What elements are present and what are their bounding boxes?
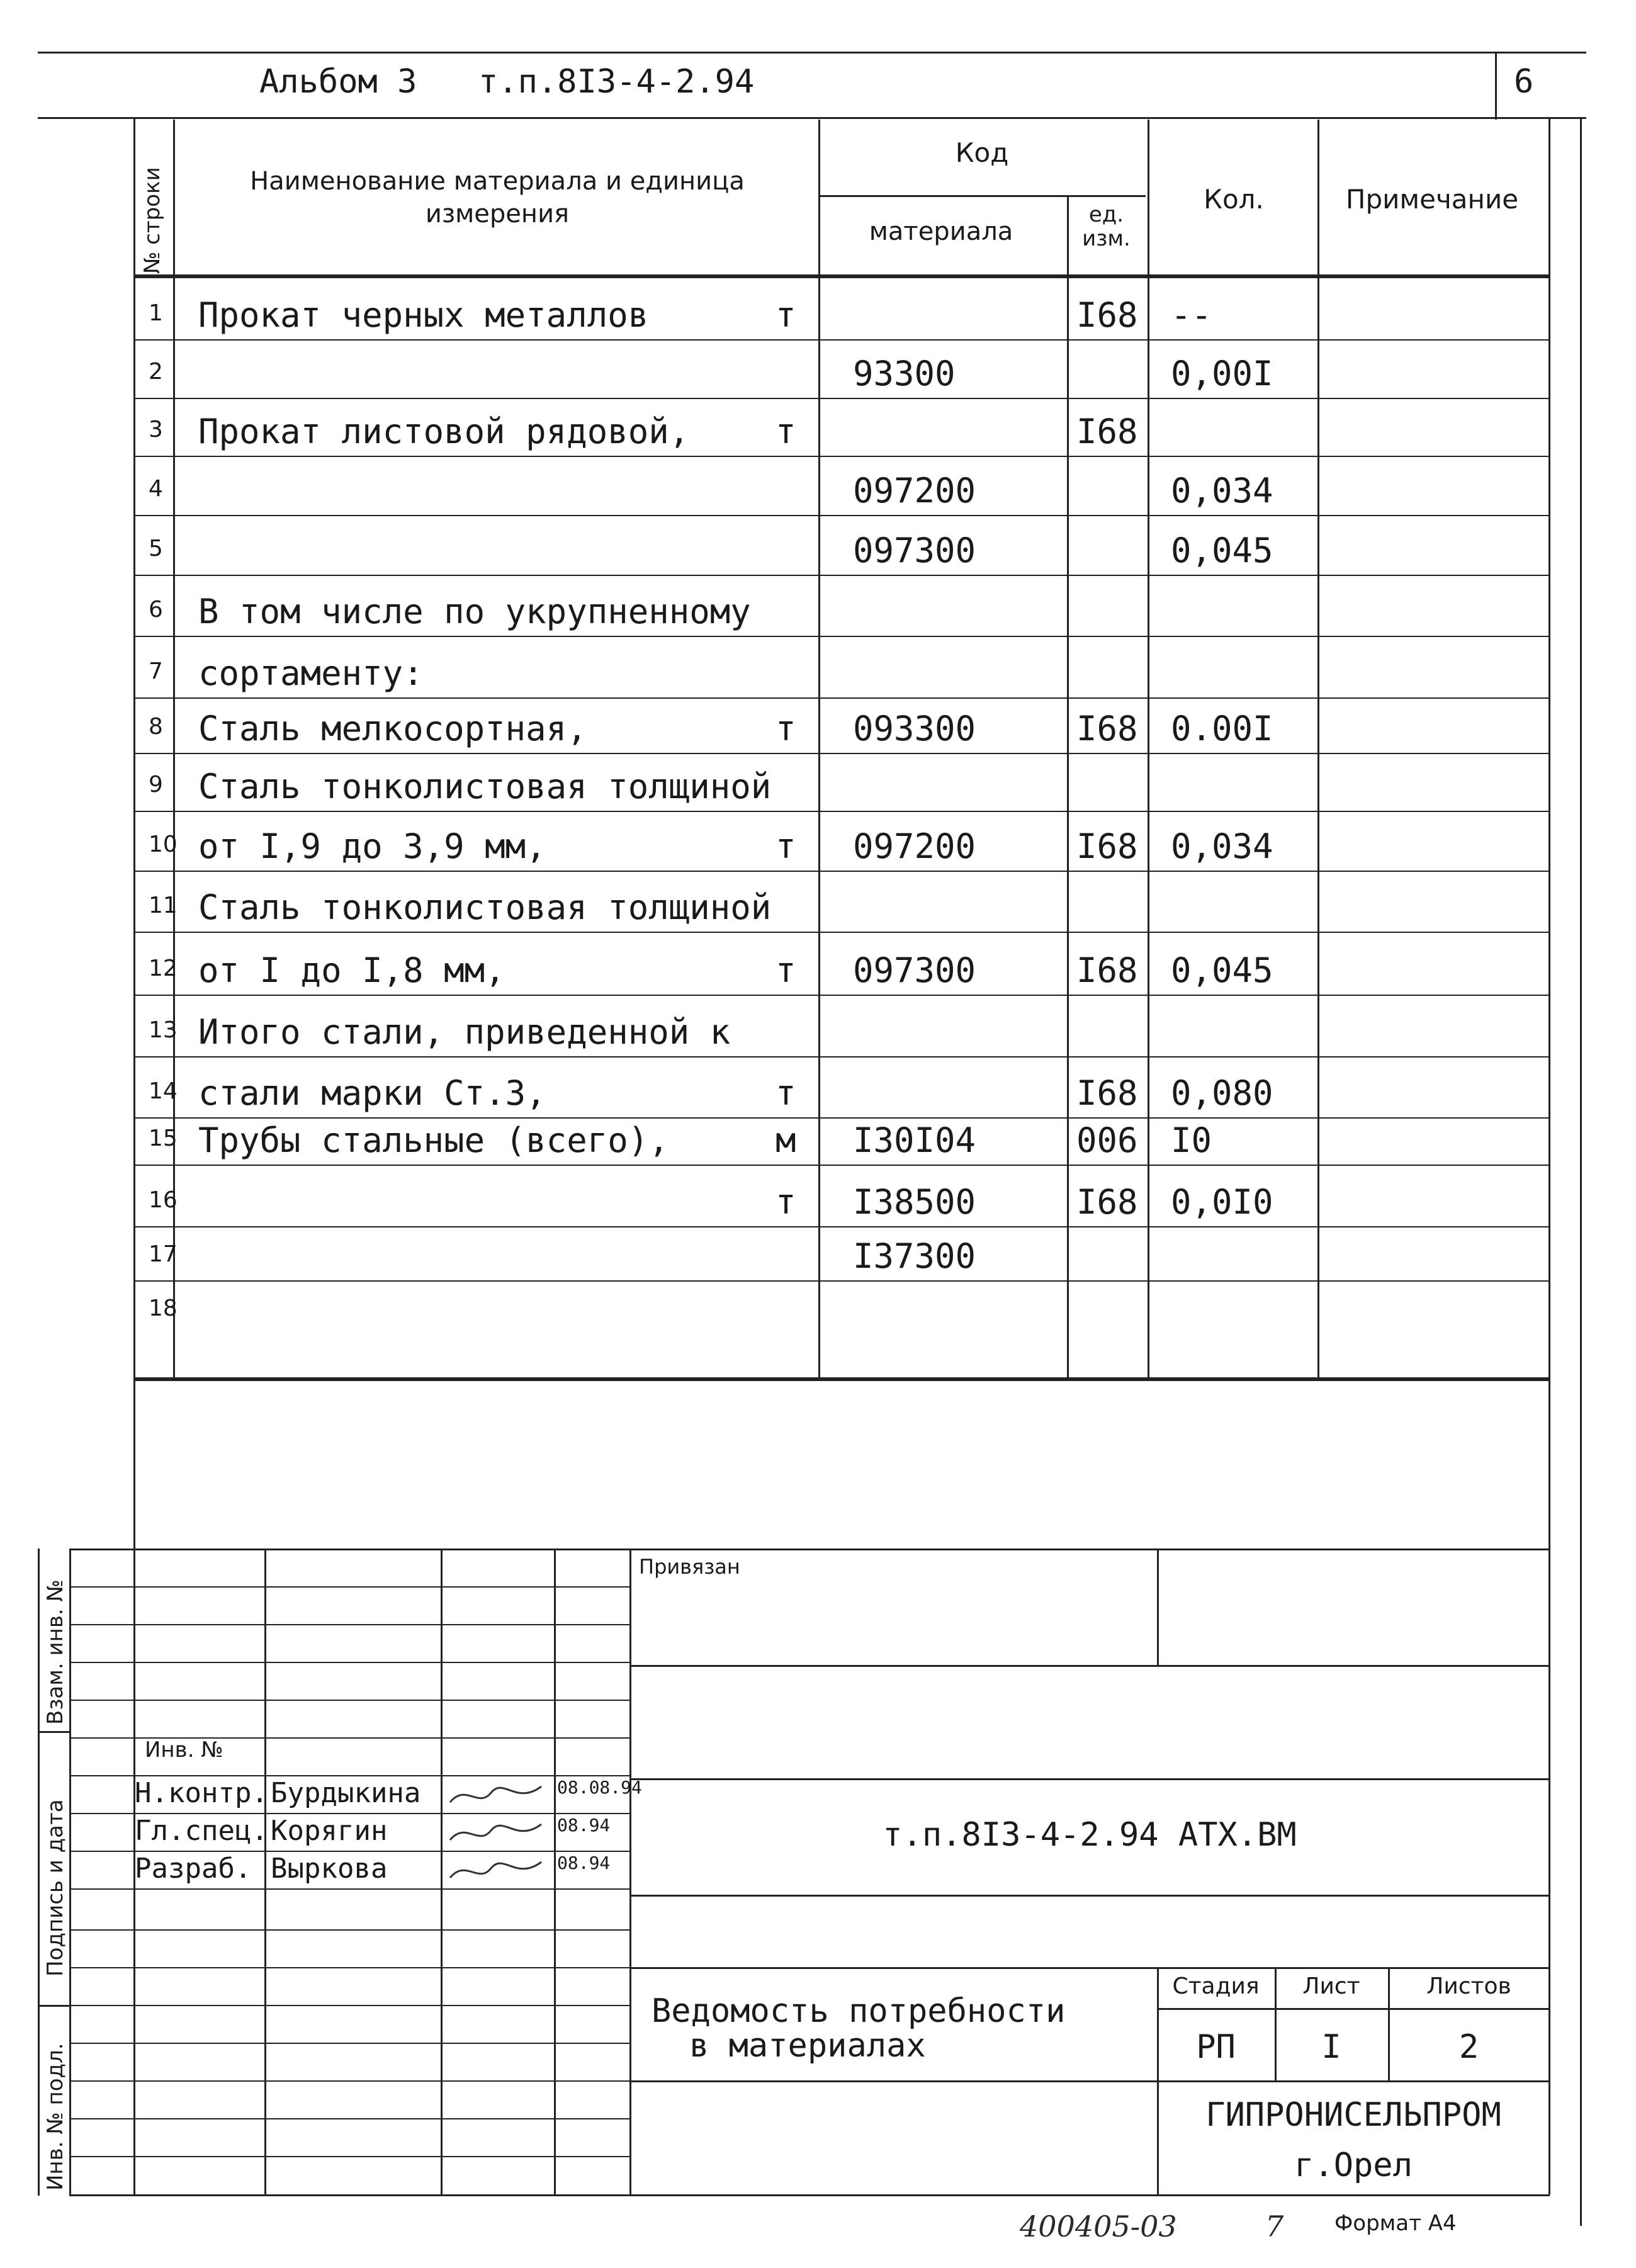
row-number: 14 (149, 1078, 178, 1104)
document-title-line1: Ведомость потребности (652, 1992, 1066, 2030)
table-bottom-line (133, 1377, 1550, 1381)
tb-left-row-line (69, 1662, 629, 1663)
signer-date: 08.94 (557, 1815, 611, 1836)
tb-line-privyazan (629, 1665, 1550, 1667)
tb-main-divider (629, 1549, 631, 2196)
row-code: 093300 (853, 709, 976, 748)
row-name: Прокат листовой рядовой, (198, 412, 690, 451)
row-divider (133, 636, 1550, 637)
table-row (0, 456, 1636, 515)
row-unit: т (776, 709, 796, 748)
side-strip-div2 (38, 2005, 71, 2007)
row-name: Сталь тонколистовая толщиной (198, 767, 772, 806)
row-divider (133, 1280, 1550, 1282)
row-divider (133, 753, 1550, 754)
side-strip-div1 (38, 1731, 71, 1733)
tb-top-line (69, 1549, 1550, 1550)
row-unit: т (776, 951, 796, 990)
row-unit: т (776, 1073, 796, 1113)
col-code-header: Код (955, 137, 1009, 168)
row-qty: 0,080 (1171, 1073, 1273, 1113)
tb-left-row-line (69, 1700, 629, 1701)
row-unit: м (776, 1120, 796, 1160)
row-ed: I68 (1076, 1182, 1138, 1222)
row-qty: 0,0I0 (1171, 1182, 1273, 1222)
row-number: 15 (149, 1126, 178, 1151)
table-row (0, 1165, 1636, 1226)
row-code: 097300 (853, 951, 976, 990)
project-number: т.п.8I3-4-2.94 (478, 63, 755, 101)
row-number: 5 (149, 536, 163, 561)
handwritten-signature (447, 1818, 548, 1852)
signer-date: 08.94 (557, 1853, 611, 1873)
sheets-value: 2 (1458, 2028, 1479, 2066)
row-qty: 0,045 (1171, 531, 1273, 570)
row-name: Сталь тонколистовая толщиной (198, 888, 772, 927)
row-name: стали марки Ст.3, (198, 1073, 546, 1113)
row-code: I30I04 (853, 1120, 976, 1160)
sheets-label: Листов (1426, 1973, 1511, 1999)
table-row (0, 1117, 1636, 1165)
row-divider (133, 697, 1550, 699)
sheet-value: I (1321, 2028, 1341, 2066)
col-name-header: Наименование материала и единица измерения (250, 167, 745, 228)
row-divider (133, 995, 1550, 996)
row-qty: 0,045 (1171, 951, 1273, 990)
row-code: 097200 (853, 827, 976, 866)
tb-left-edge (69, 1549, 71, 2196)
page-number: 6 (1514, 63, 1534, 101)
row-divider (133, 575, 1550, 576)
row-number: 4 (149, 476, 163, 502)
row-name: Прокат черных металлов (198, 295, 649, 335)
signer-name: Выркова (271, 1853, 388, 1885)
table-row (0, 932, 1636, 995)
tb-left-row-line (69, 2118, 629, 2119)
row-divider (133, 1056, 1550, 1058)
row-qty: 0,034 (1171, 827, 1273, 866)
row-ed: I68 (1076, 951, 1138, 990)
row-code: 097300 (853, 531, 976, 570)
tb-left-row-line (69, 2005, 629, 2006)
table-row (0, 278, 1636, 339)
organization-city: г.Орел (1294, 2147, 1413, 2184)
signer-date: 08.08.94 (557, 1777, 642, 1798)
row-divider (133, 398, 1550, 399)
row-divider (133, 932, 1550, 933)
row-code: I37300 (853, 1236, 976, 1276)
table-row (0, 1226, 1636, 1280)
row-qty: I0 (1171, 1120, 1212, 1160)
row-name: сортаменту: (198, 653, 424, 693)
col-code-unit-header: ед. изм. (1082, 202, 1131, 251)
page-number-divider (1495, 52, 1497, 120)
document-title-line2: в материалах (689, 2027, 926, 2065)
row-divider (133, 871, 1550, 872)
row-number: 18 (149, 1295, 178, 1321)
row-ed: I68 (1076, 1073, 1138, 1113)
row-number: 17 (149, 1241, 178, 1267)
row-qty: -- (1171, 295, 1212, 335)
table-row (0, 871, 1636, 932)
row-name: Трубы стальные (всего), (198, 1120, 669, 1160)
handwritten-archive-number: 400405-03 (1020, 2209, 1177, 2243)
table-row (0, 398, 1636, 456)
side-strip-left (38, 1549, 40, 2196)
row-divider (133, 339, 1550, 341)
tb-left-row-line (69, 1775, 629, 1776)
row-number: 1 (149, 300, 163, 326)
row-number: 8 (149, 714, 163, 740)
table-row (0, 636, 1636, 697)
table-row (0, 1280, 1636, 1334)
signer-role: Разраб. (135, 1853, 252, 1885)
handwritten-mark: 7 (1265, 2209, 1284, 2243)
table-row (0, 339, 1636, 398)
header-top-line (38, 52, 1586, 54)
stage-value: РП (1196, 2028, 1236, 2066)
row-code: 93300 (853, 354, 956, 393)
row-name: от I,9 до 3,9 мм, (198, 827, 546, 866)
row-divider (133, 1165, 1550, 1166)
code-header-divider (818, 195, 1146, 197)
col-qty-header: Кол. (1204, 184, 1264, 215)
row-name: Итого стали, приведенной к (198, 1012, 731, 1052)
handwritten-signature (447, 1856, 548, 1890)
table-row (0, 753, 1636, 811)
signer-role: Н.контр. (135, 1777, 268, 1809)
tb-left-row-line (69, 2043, 629, 2044)
row-name: от I до I,8 мм, (198, 951, 505, 990)
col-code-material-header: материала (869, 217, 1013, 246)
row-code: 097200 (853, 471, 976, 511)
tb-line-title-top (629, 1967, 1550, 1969)
row-ed: I68 (1076, 295, 1138, 335)
row-divider (133, 1117, 1550, 1119)
row-number: 10 (149, 832, 178, 857)
tb-line-stage (1157, 2008, 1550, 2010)
tb-col-4 (554, 1549, 556, 2196)
organization-name: ГИПРОНИСЕЛЬПРОМ (1205, 2096, 1501, 2134)
tb-bottom-line (69, 2194, 1550, 2196)
tb-left-row-line (69, 1586, 629, 1588)
row-number: 16 (149, 1187, 178, 1213)
row-number: 3 (149, 417, 163, 443)
tb-left-row-line (69, 1967, 629, 1968)
col-note-header: Примечание (1345, 184, 1519, 215)
row-qty: 0.00I (1171, 709, 1273, 748)
tb-line-code-bottom (629, 1895, 1550, 1897)
row-unit: т (776, 295, 796, 335)
side-label-vzam: Взам. инв. № (43, 1579, 68, 1725)
row-number: 9 (149, 772, 163, 798)
album-label: Альбом 3 (259, 63, 417, 101)
row-number: 12 (149, 956, 178, 981)
row-name: В том числе по укрупненному (198, 592, 751, 631)
stage-label: Стадия (1172, 1973, 1260, 1999)
row-number: 13 (149, 1017, 178, 1043)
row-number: 6 (149, 597, 163, 623)
privyazan-label: Привязан (639, 1555, 740, 1579)
row-ed: I68 (1076, 709, 1138, 748)
tb-left-row-line (69, 1624, 629, 1625)
row-code: I38500 (853, 1182, 976, 1222)
tb-left-row-line (69, 1929, 629, 1931)
row-divider (133, 456, 1550, 457)
tb-left-row-line (69, 2080, 629, 2082)
row-name: Сталь мелкосортная, (198, 709, 587, 748)
row-unit: т (776, 412, 796, 451)
row-ed: I68 (1076, 827, 1138, 866)
row-divider (133, 1226, 1550, 1227)
row-unit: т (776, 1182, 796, 1222)
row-unit: т (776, 827, 796, 866)
tb-line-code-top (629, 1778, 1550, 1780)
row-ed: I68 (1076, 412, 1138, 451)
table-row (0, 697, 1636, 753)
handwritten-signature (447, 1780, 548, 1814)
sheet-label: Лист (1302, 1973, 1360, 1999)
col-rownum-header: № строки (140, 167, 165, 274)
row-number: 7 (149, 658, 163, 684)
row-qty: 0,034 (1171, 471, 1273, 511)
tb-col-2 (264, 1549, 266, 2196)
tb-col-3 (441, 1549, 443, 2196)
header-bottom-line (38, 117, 1586, 119)
tb-line-org-top (629, 2080, 1550, 2082)
row-ed: 006 (1076, 1120, 1138, 1160)
table-row (0, 811, 1636, 871)
row-number: 2 (149, 359, 163, 385)
table-row (0, 575, 1636, 636)
side-label-inv: Инв. № подл. (43, 2043, 68, 2191)
tb-privyazan-divider (1157, 1549, 1159, 1665)
signer-role: Гл.спец. (135, 1815, 268, 1847)
table-row (0, 1056, 1636, 1117)
row-qty: 0,00I (1171, 354, 1273, 393)
row-divider (133, 515, 1550, 516)
format-label: Формат А4 (1334, 2211, 1457, 2236)
row-number: 11 (149, 893, 178, 918)
tb-left-row-line (69, 2156, 629, 2157)
table-row (0, 515, 1636, 575)
table-row (0, 995, 1636, 1056)
inv-no-label: Инв. № (145, 1737, 223, 1763)
signer-name: Бурдыкина (271, 1777, 421, 1809)
side-label-podpis: Подпись и дата (43, 1799, 68, 1977)
document-code: т.п.8I3-4-2.94 АТХ.ВМ (883, 1816, 1297, 1854)
signer-name: Корягин (271, 1815, 388, 1847)
row-divider (133, 811, 1550, 812)
